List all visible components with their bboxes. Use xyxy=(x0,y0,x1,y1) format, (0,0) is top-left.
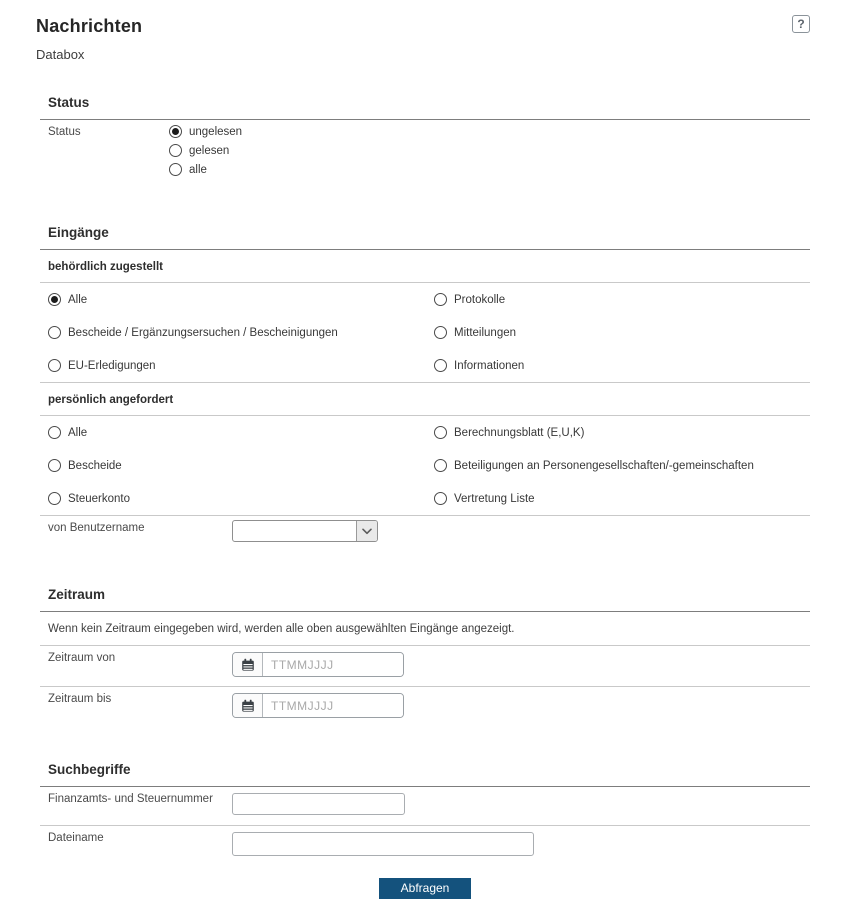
page-title: Nachrichten xyxy=(36,16,143,36)
radio-option-eu-erledigungen[interactable] xyxy=(40,349,434,382)
zeitraum-von-input[interactable] xyxy=(263,653,404,676)
radio-button[interactable] xyxy=(169,163,182,176)
radio-label: gelesen xyxy=(189,145,230,157)
persoenlich-subheading: persönlich angefordert xyxy=(48,394,174,406)
section-suchbegriffe xyxy=(40,749,810,866)
dateiname-label: Dateiname xyxy=(48,832,104,844)
zeitraum-von-row xyxy=(40,646,810,686)
chevron-down-icon[interactable] xyxy=(356,521,377,541)
radio-button[interactable] xyxy=(48,293,61,306)
radio-option-beteiligungen[interactable] xyxy=(434,449,810,482)
radio-button[interactable] xyxy=(169,125,182,138)
radio-label: Bescheide / Ergänzungsersuchen / Bescheinigungen xyxy=(68,327,338,339)
radio-option-alle[interactable] xyxy=(40,416,434,449)
benutzername-row xyxy=(40,516,810,552)
zeitraum-bis-row xyxy=(40,687,810,727)
radio-label: Steuerkonto xyxy=(68,493,131,505)
radio-label: Alle xyxy=(68,427,88,439)
radio-button[interactable] xyxy=(434,359,447,372)
radio-option-alle[interactable] xyxy=(40,283,434,316)
steuernummer-row xyxy=(40,787,810,825)
status-heading: Status xyxy=(48,95,90,110)
radio-button[interactable] xyxy=(169,144,182,157)
section-zeitraum xyxy=(40,574,810,727)
suchbegriffe-heading: Suchbegriffe xyxy=(48,762,131,777)
dateiname-row xyxy=(40,826,810,866)
behoerdlich-subheading: behördlich zugestellt xyxy=(48,261,164,273)
calendar-icon[interactable] xyxy=(233,694,263,717)
radio-label: Beteiligungen an Personengesellschaften/-gemeinschaften xyxy=(454,460,754,472)
zeitraum-bis-input[interactable] xyxy=(263,694,404,717)
radio-button[interactable] xyxy=(48,326,61,339)
radio-option-alle[interactable] xyxy=(169,163,242,176)
radio-option-informationen[interactable] xyxy=(434,349,810,382)
radio-button[interactable] xyxy=(48,492,61,505)
question-mark-icon: ? xyxy=(797,17,805,31)
radio-option-protokolle[interactable] xyxy=(434,283,810,316)
radio-label: Protokolle xyxy=(454,294,506,306)
zeitraum-note: Wenn kein Zeitraum eingegeben wird, werden alle oben ausgewählten Eingänge angezeigt. xyxy=(48,623,515,635)
calendar-icon[interactable] xyxy=(233,653,263,676)
radio-option-bescheide-ergaenzung[interactable] xyxy=(40,316,434,349)
status-field-label: Status xyxy=(48,126,81,138)
radio-option-bescheide[interactable] xyxy=(40,449,434,482)
steuernummer-input[interactable] xyxy=(232,793,405,815)
radio-label: alle xyxy=(189,164,207,176)
page-subtitle: Databox xyxy=(36,47,85,62)
radio-label: Alle xyxy=(68,294,88,306)
page-header xyxy=(0,0,842,62)
radio-option-mitteilungen[interactable] xyxy=(434,316,810,349)
behoerdlich-row-3 xyxy=(40,349,810,382)
radio-button[interactable] xyxy=(434,426,447,439)
abfragen-button[interactable]: Abfragen xyxy=(379,878,472,899)
zeitraum-bis-group xyxy=(232,693,404,718)
radio-label: EU-Erledigungen xyxy=(68,360,156,372)
status-radio-group xyxy=(169,120,242,190)
radio-button[interactable] xyxy=(48,459,61,472)
radio-button[interactable] xyxy=(434,492,447,505)
radio-label: Informationen xyxy=(454,360,525,372)
help-button[interactable] xyxy=(792,15,810,33)
status-row xyxy=(40,120,810,190)
zeitraum-bis-label: Zeitraum bis xyxy=(48,693,112,705)
zeitraum-von-group xyxy=(232,652,404,677)
radio-label: Vertretung Liste xyxy=(454,493,535,505)
persoenlich-row-1 xyxy=(40,416,810,449)
radio-label: Mitteilungen xyxy=(454,327,517,339)
radio-button[interactable] xyxy=(434,459,447,472)
radio-option-berechnungsblatt[interactable] xyxy=(434,416,810,449)
radio-option-gelesen[interactable] xyxy=(169,144,242,157)
steuernummer-label: Finanzamts- und Steuernummer xyxy=(48,793,213,805)
radio-option-steuerkonto[interactable] xyxy=(40,482,434,515)
nachrichten-form xyxy=(40,82,810,899)
radio-option-vertretung-liste[interactable] xyxy=(434,482,810,515)
behoerdlich-row-1 xyxy=(40,283,810,316)
submit-row xyxy=(40,878,810,899)
persoenlich-row-3 xyxy=(40,482,810,515)
zeitraum-heading: Zeitraum xyxy=(48,587,106,602)
radio-label: Berechnungsblatt (E,U,K) xyxy=(454,427,585,439)
radio-label: ungelesen xyxy=(189,126,243,138)
eingaenge-heading: Eingänge xyxy=(48,225,109,240)
persoenlich-row-2 xyxy=(40,449,810,482)
radio-button[interactable] xyxy=(434,326,447,339)
radio-option-ungelesen[interactable] xyxy=(169,125,242,138)
radio-label: Bescheide xyxy=(68,460,122,472)
behoerdlich-row-2 xyxy=(40,316,810,349)
section-status xyxy=(40,82,810,190)
radio-button[interactable] xyxy=(48,359,61,372)
benutzername-select[interactable] xyxy=(232,520,378,542)
select-value xyxy=(233,521,356,541)
radio-button[interactable] xyxy=(48,426,61,439)
radio-button[interactable] xyxy=(434,293,447,306)
dateiname-input[interactable] xyxy=(232,832,534,856)
zeitraum-von-label: Zeitraum von xyxy=(48,652,116,664)
benutzername-label: von Benutzername xyxy=(48,522,145,534)
section-eingaenge xyxy=(40,212,810,552)
